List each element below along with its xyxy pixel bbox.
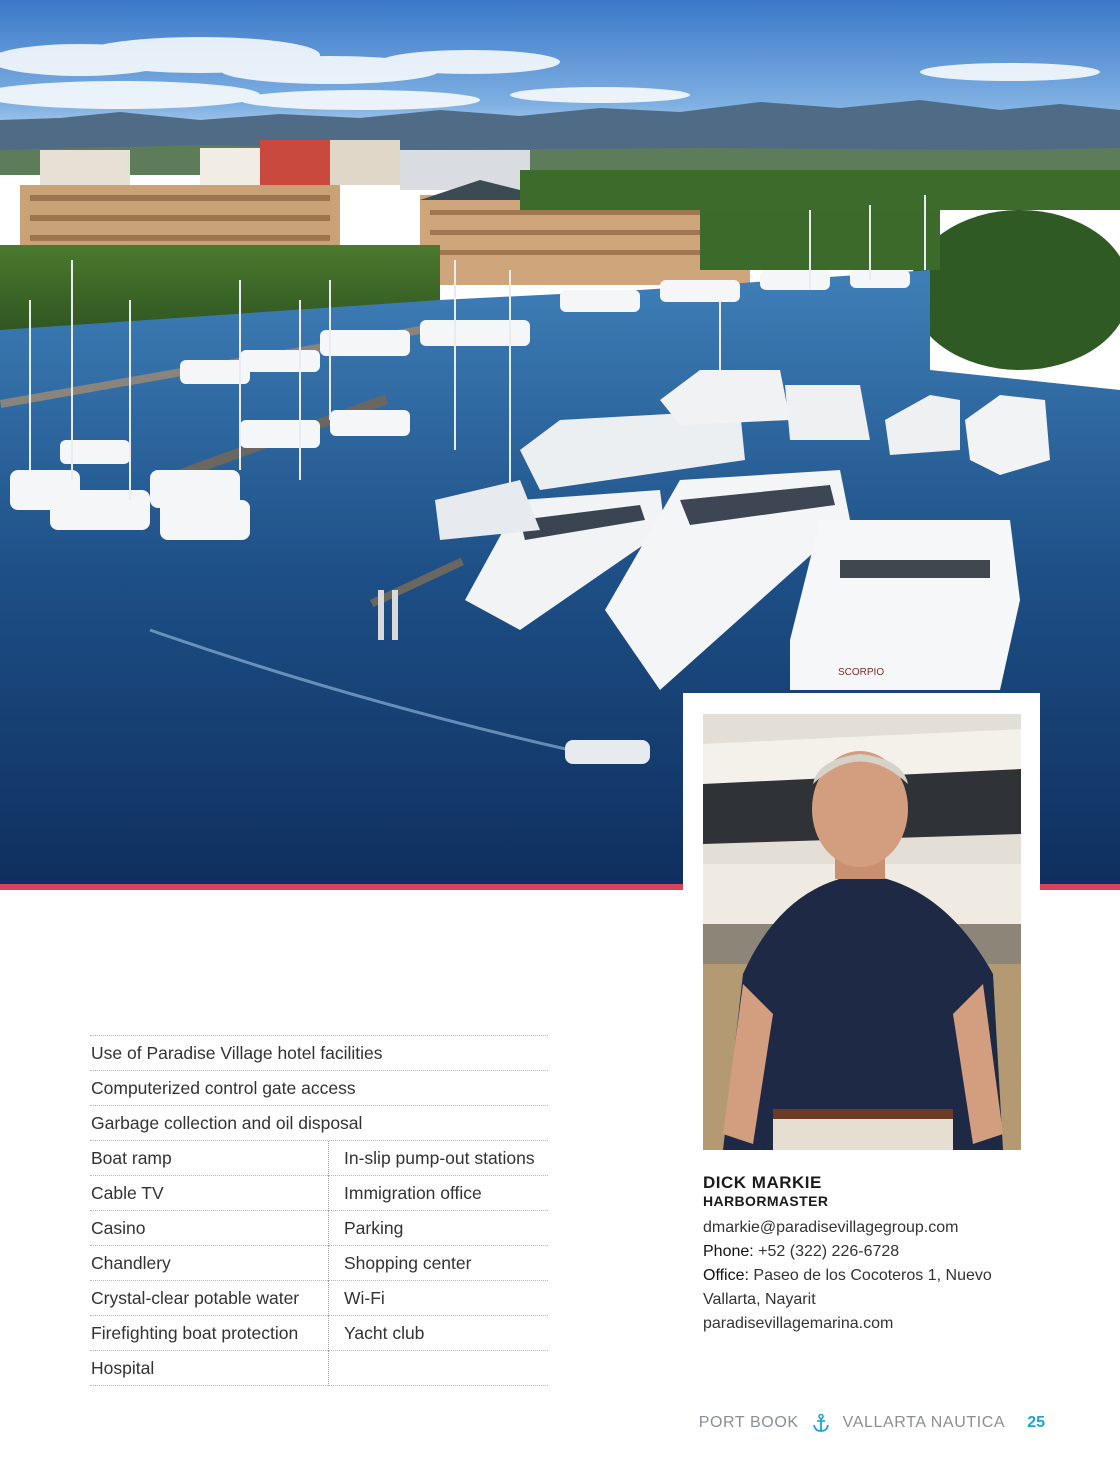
amenity-cell: In-slip pump-out stations bbox=[344, 1148, 535, 1168]
contact-website[interactable]: paradisevillagemarina.com bbox=[703, 1315, 894, 1332]
page-footer bbox=[699, 1411, 1045, 1435]
amenity-table bbox=[90, 1035, 548, 1386]
office-line2: Vallarta, Nayarit bbox=[703, 1291, 816, 1308]
office-line1: Paseo de los Cocoteros 1, Nuevo bbox=[753, 1267, 992, 1284]
amenity-cell: Firefighting boat protection bbox=[91, 1323, 299, 1343]
table-row bbox=[90, 1035, 548, 1070]
portrait-card bbox=[683, 693, 1040, 1169]
contact-office bbox=[703, 1264, 1063, 1288]
footer-magazine: VALLARTA NAUTICA bbox=[842, 1414, 1006, 1431]
amenity-cell: Garbage collection and oil disposal bbox=[91, 1113, 363, 1133]
amenity-cell: Computerized control gate access bbox=[91, 1078, 356, 1098]
table-row bbox=[90, 1070, 548, 1105]
anchor-icon bbox=[811, 1413, 831, 1433]
amenity-cell: Boat ramp bbox=[91, 1148, 172, 1168]
amenity-cell: Wi-Fi bbox=[344, 1288, 385, 1308]
yacht-name-label: SCORPIO bbox=[838, 667, 885, 678]
page-number: 25 bbox=[1027, 1414, 1045, 1431]
table-row bbox=[90, 1175, 548, 1210]
amenity-cell: Yacht club bbox=[344, 1323, 425, 1343]
contact-name: DICK MARKIE bbox=[703, 1173, 822, 1192]
phone-value[interactable]: +52 (322) 226-6728 bbox=[758, 1243, 900, 1260]
amenity-cell: Crystal-clear potable water bbox=[91, 1288, 300, 1308]
footer-publication: PORT BOOK bbox=[698, 1414, 799, 1431]
contact-block bbox=[703, 1173, 1063, 1336]
contact-phone bbox=[703, 1240, 1063, 1264]
amenity-cell: Casino bbox=[91, 1218, 146, 1238]
amenity-cell: Parking bbox=[344, 1218, 404, 1238]
table-row bbox=[90, 1350, 548, 1386]
phone-label: Phone: bbox=[703, 1243, 754, 1260]
amenity-cell: Hospital bbox=[91, 1358, 155, 1378]
amenity-cell: Immigration office bbox=[344, 1183, 482, 1203]
table-row bbox=[90, 1315, 548, 1350]
table-row bbox=[90, 1105, 548, 1140]
amenity-cell: Use of Paradise Village hotel facilities bbox=[91, 1043, 383, 1063]
amenity-cell: Shopping center bbox=[344, 1253, 472, 1273]
harbormaster-portrait bbox=[703, 714, 1021, 1150]
office-label: Office: bbox=[703, 1267, 749, 1284]
amenity-cell: Chandlery bbox=[91, 1253, 171, 1273]
contact-title: HARBORMASTER bbox=[703, 1193, 829, 1209]
table-row bbox=[90, 1245, 548, 1280]
contact-email[interactable]: dmarkie@paradisevillagegroup.com bbox=[703, 1219, 959, 1236]
table-row bbox=[90, 1210, 548, 1245]
table-row bbox=[90, 1280, 548, 1315]
amenity-cell: Cable TV bbox=[91, 1183, 164, 1203]
table-row bbox=[90, 1140, 548, 1175]
